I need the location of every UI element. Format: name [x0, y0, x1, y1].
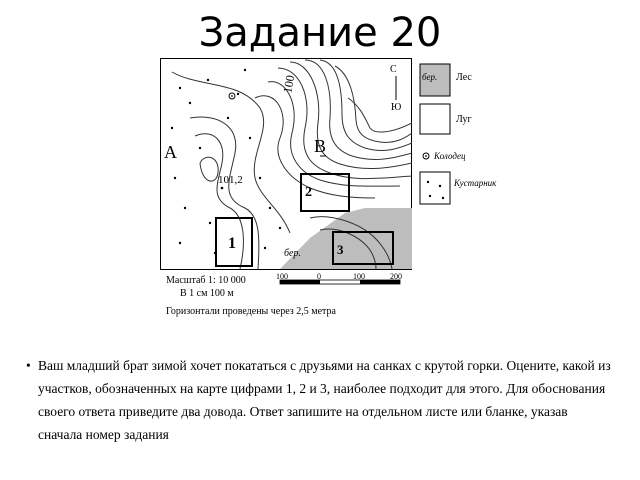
task-text-block [26, 354, 613, 446]
task-text: Ваш младший брат зимой хочет покататься с друзьями на санках с крутой горки. Оцените, какой из участков, обозначенных на карте цифрами 1, 2 и 3, наиболее подходит для этого. Для обоснования своего ответа приведите два довода. Ответ запишите на отдельном листе или бланке, указав сначала номер задания [38, 358, 611, 442]
north-letter: С [390, 64, 397, 75]
legend-forest-label: Лес [456, 72, 472, 83]
legend-item-meadow [420, 104, 472, 134]
south-letter: Ю [391, 102, 402, 113]
bullet-icon: • [26, 358, 31, 373]
scale-ratio: Масштаб 1: 10 000 [166, 275, 246, 286]
map-legend [416, 62, 526, 212]
scale-tick-4: 200 [390, 272, 402, 281]
legend-meadow-label: Луг [456, 114, 472, 125]
map-scale [160, 272, 412, 322]
area-2-label: 2 [305, 185, 312, 200]
scale-tick-1: 100 [276, 272, 288, 281]
point-b-label: B [314, 136, 327, 156]
legend-item-shrubs [420, 172, 497, 204]
legend-shrubs-label: Кустарник [454, 178, 497, 188]
elevation-label: 101,2 [218, 174, 243, 186]
scale-tick-3: 100 [353, 272, 365, 281]
scale-per-cm: В 1 см 100 м [180, 288, 234, 299]
legend-item-forest [420, 64, 472, 96]
area-1-label: 1 [228, 235, 236, 252]
legend-forest-symbol: бер. [422, 72, 438, 82]
slide-title: Задание 20 [198, 10, 442, 56]
contour-label: 100 [280, 74, 298, 95]
legend-item-well [423, 151, 466, 161]
legend-well-label: Колодец [434, 151, 466, 161]
scale-bar [280, 280, 400, 284]
point-a-label: A [164, 142, 177, 162]
area-3-label: 3 [337, 242, 344, 257]
river-label: бер. [284, 248, 301, 259]
scale-tick-2: 0 [317, 272, 321, 281]
contours-note: Горизонтали проведены через 2,5 метра [166, 306, 336, 317]
topographic-map [160, 58, 412, 270]
